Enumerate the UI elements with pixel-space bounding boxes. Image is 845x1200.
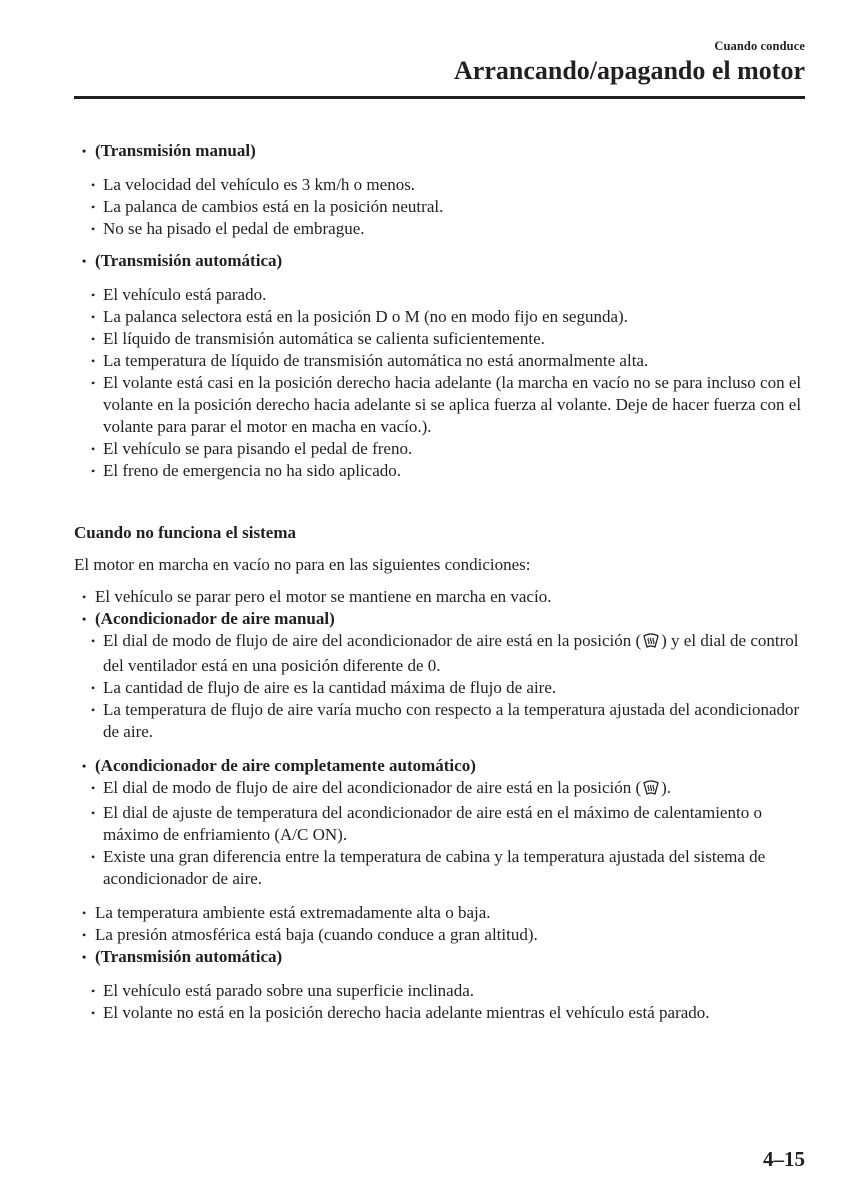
list-item: • El vehículo está parado sobre una superficie inclinada. — [90, 980, 809, 1002]
list-item: • La temperatura de flujo de aire varía mucho con respecto a la temperatura ajustada del acondicionador de aire. — [90, 699, 809, 743]
list-item: • La temperatura ambiente está extremadamente alta o baja. — [78, 902, 809, 924]
list-item: • El dial de ajuste de temperatura del acondicionador de aire está en el máximo de calentamiento o máximo de enfriamiento (A/C ON). — [90, 802, 809, 846]
list-item: • El volante está casi en la posición derecho hacia adelante (la marcha en vacío no se para incluso con el volante en la posición derecho hacia adelante si se aplica fuerza al volante. Deje de hacer fuerza con el volante para parar el motor en macha en vacío.). — [90, 372, 809, 438]
header-rule — [74, 96, 805, 99]
windshield-defroster-icon — [642, 780, 660, 802]
list-item — [90, 777, 809, 802]
automatic-transmission-heading: • (Transmisión automática) — [78, 250, 809, 272]
section-heading: Cuando no funciona el sistema — [74, 523, 296, 542]
list-item-text: El dial de modo de flujo de aire del acondicionador de aire está en la posición ( — [103, 631, 642, 650]
list-item-text: ) y el dial de control del ventilador está en una posición diferente de 0. — [103, 631, 799, 675]
list-item: • La presión atmosférica está baja (cuando conduce a gran altitud). — [78, 924, 809, 946]
auto-ac-heading: • (Acondicionador de aire completamente automático) — [78, 755, 809, 777]
list-item: • La temperatura de líquido de transmisión automática no está anormalmente alta. — [90, 350, 809, 372]
list-item: • El vehículo se parar pero el motor se mantiene en marcha en vacío. — [78, 586, 809, 608]
list-item: • La cantidad de flujo de aire es la cantidad máxima de flujo de aire. — [90, 677, 809, 699]
section-header: Cuando conduce — [714, 39, 805, 53]
list-item-text: ). — [661, 778, 672, 797]
windshield-defroster-icon — [642, 633, 660, 655]
list-item: • El vehículo está parado. — [90, 284, 809, 306]
list-item: • No se ha pisado el pedal de embrague. — [90, 218, 809, 240]
list-item: • El volante no está en la posición derecho hacia adelante mientras el vehículo está parado. — [90, 1002, 809, 1024]
automatic-transmission-heading: • (Transmisión automática) — [78, 946, 809, 968]
manual-ac-heading: • (Acondicionador de aire manual) — [78, 608, 809, 630]
list-item: • La velocidad del vehículo es 3 km/h o menos. — [90, 174, 809, 196]
list-item: • El vehículo se para pisando el pedal de freno. — [90, 438, 809, 460]
list-item: • La palanca selectora está en la posición D o M (no en modo fijo en segunda). — [90, 306, 809, 328]
section-intro: El motor en marcha en vacío no para en las siguientes condiciones: — [74, 555, 531, 574]
list-item-text: El dial de modo de flujo de aire del acondicionador de aire está en la posición ( — [103, 778, 642, 797]
list-item: • El freno de emergencia no ha sido aplicado. — [90, 460, 809, 482]
list-item: • El líquido de transmisión automática se calienta suficientemente. — [90, 328, 809, 350]
list-item: • Existe una gran diferencia entre la temperatura de cabina y la temperatura ajustada del sistema de acondicionador de aire. — [90, 846, 809, 890]
page-title: Arrancando/apagando el motor — [454, 56, 805, 85]
page-content — [74, 140, 809, 1024]
list-item: • La palanca de cambios está en la posición neutral. — [90, 196, 809, 218]
page-number: 4–15 — [763, 1147, 805, 1171]
manual-transmission-heading: • (Transmisión manual) — [78, 140, 809, 162]
list-item — [90, 630, 809, 677]
